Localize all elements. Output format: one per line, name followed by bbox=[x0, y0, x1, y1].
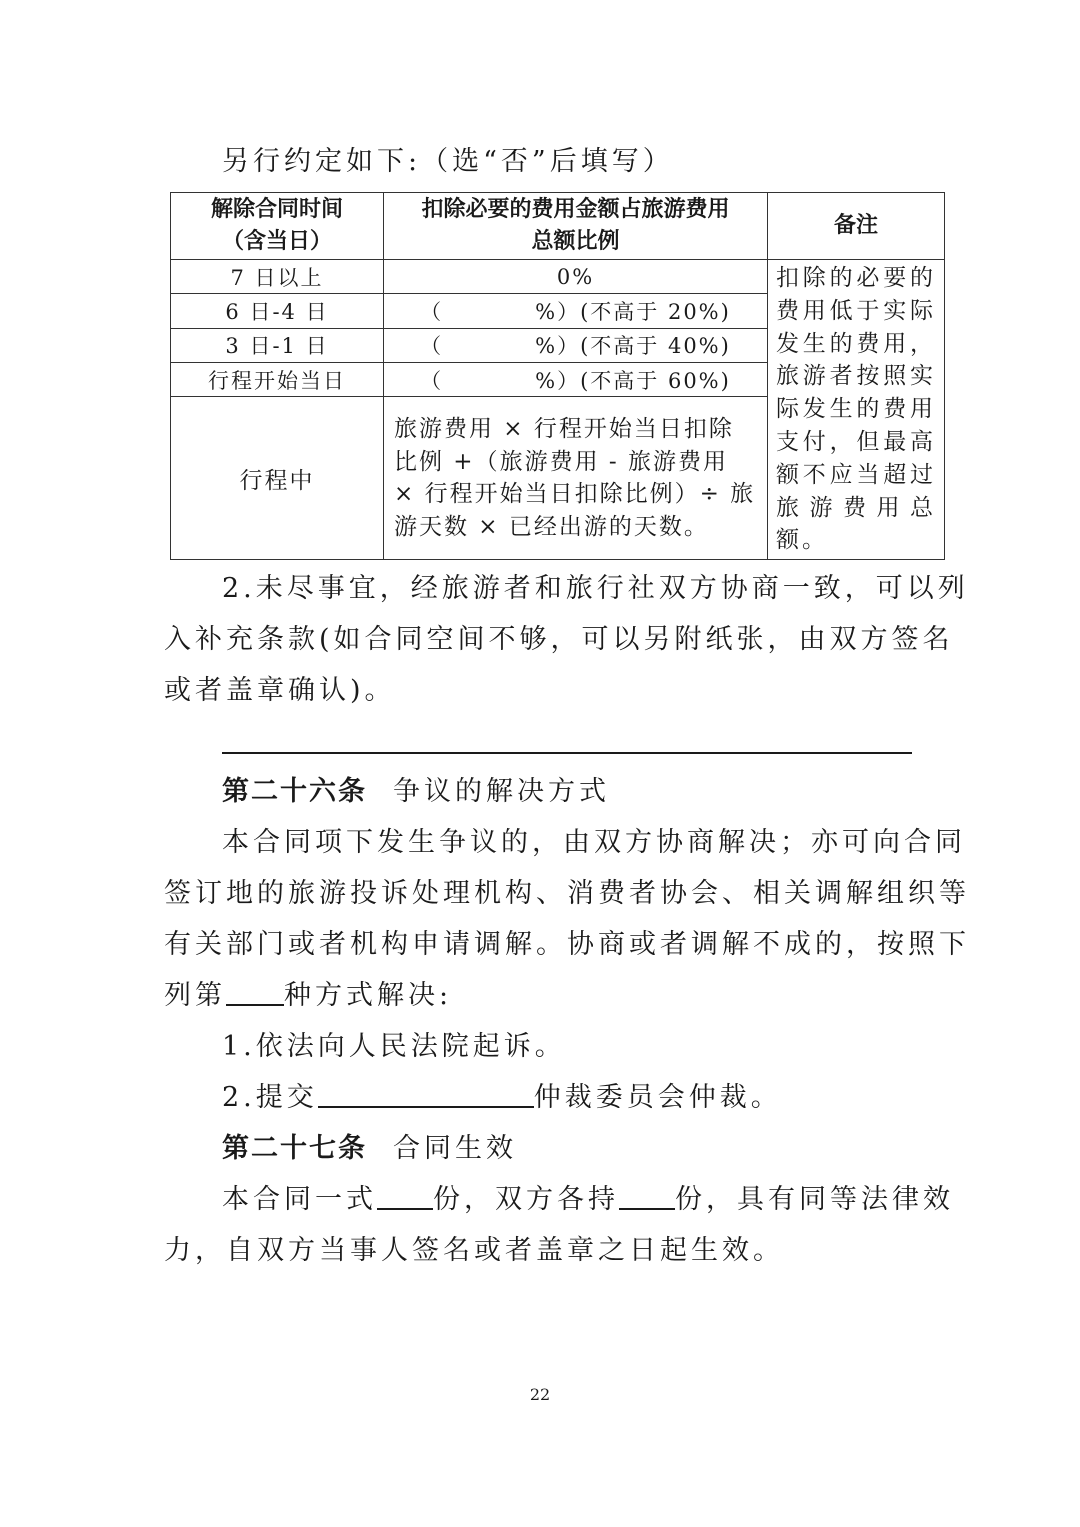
refund-table bbox=[170, 192, 945, 560]
article27-line2: 力，自双方当事人签名或者盖章之日起生效。 bbox=[164, 1235, 784, 1266]
article26-heading bbox=[222, 778, 610, 805]
row-ratio: 0% bbox=[384, 260, 768, 294]
article27-heading bbox=[222, 1135, 517, 1162]
row-ratio: （ %）(不高于 60%) bbox=[384, 363, 768, 397]
article26-number: 第二十六条 bbox=[222, 776, 367, 807]
row-ratio-formula: 旅游费用 × 行程开始当日扣除比例 +（旅游费用 - 旅游费用 × 行程开始当日扣除比例）÷ 旅游天数 × 已经出游的天数。 bbox=[384, 397, 768, 560]
header-note: 备注 bbox=[768, 193, 945, 260]
article26-title: 争议的解决方式 bbox=[393, 776, 610, 807]
article26-line1: 本合同项下发生争议的，由双方协商解决；亦可向合同 bbox=[222, 827, 966, 858]
header-time: 解除合同时间 （含当日） bbox=[171, 193, 384, 260]
para2-line2: 入补充条款(如合同空间不够，可以另附纸张，由双方签名 bbox=[164, 624, 954, 655]
table-row bbox=[171, 260, 945, 294]
article26-option1: 1.依法向人民法院起诉。 bbox=[222, 1031, 566, 1062]
row-time: 6 日-4 日 bbox=[171, 294, 384, 328]
copies-each-blank[interactable] bbox=[619, 1186, 675, 1210]
arbitration-blank[interactable] bbox=[318, 1084, 534, 1108]
method-blank[interactable] bbox=[226, 982, 284, 1006]
row-time: 行程中 bbox=[171, 397, 384, 560]
article26-line4: 列第 种方式解决: bbox=[164, 980, 453, 1011]
table-header-row bbox=[171, 193, 945, 260]
row-time: 3 日-1 日 bbox=[171, 328, 384, 362]
copies-total-blank[interactable] bbox=[377, 1186, 433, 1210]
header-ratio: 扣除必要的费用金额占旅游费用 总额比例 bbox=[384, 193, 768, 260]
intro-line: 另行约定如下:（选“否”后填写） bbox=[222, 146, 674, 177]
divider-rule bbox=[222, 752, 912, 754]
row-ratio: （ %）(不高于 20%) bbox=[384, 294, 768, 328]
article27-line1: 本合同一式 份，双方各持 份，具有同等法律效 bbox=[222, 1184, 954, 1215]
article26-line2: 签订地的旅游投诉处理机构、消费者协会、相关调解组织等 bbox=[164, 878, 970, 909]
page-number: 22 bbox=[529, 1385, 551, 1404]
note-cell: 扣除的必要的费用低于实际发生的费用，旅游者按照实际发生的费用支付，但最高额不应当超过旅游费用总额。 bbox=[768, 260, 945, 560]
row-ratio: （ %）(不高于 40%) bbox=[384, 328, 768, 362]
row-time: 行程开始当日 bbox=[171, 363, 384, 397]
row-time: 7 日以上 bbox=[171, 260, 384, 294]
article26-line3: 有关部门或者机构申请调解。协商或者调解不成的，按照下 bbox=[164, 929, 970, 960]
para2-line3: 或者盖章确认)。 bbox=[164, 675, 396, 706]
article26-option2: 2.提交 仲裁委员会仲裁。 bbox=[222, 1082, 782, 1113]
article27-title: 合同生效 bbox=[393, 1133, 517, 1164]
article27-number: 第二十七条 bbox=[222, 1133, 367, 1164]
para2-line1: 2.未尽事宜，经旅游者和旅行社双方协商一致，可以列 bbox=[222, 573, 969, 604]
